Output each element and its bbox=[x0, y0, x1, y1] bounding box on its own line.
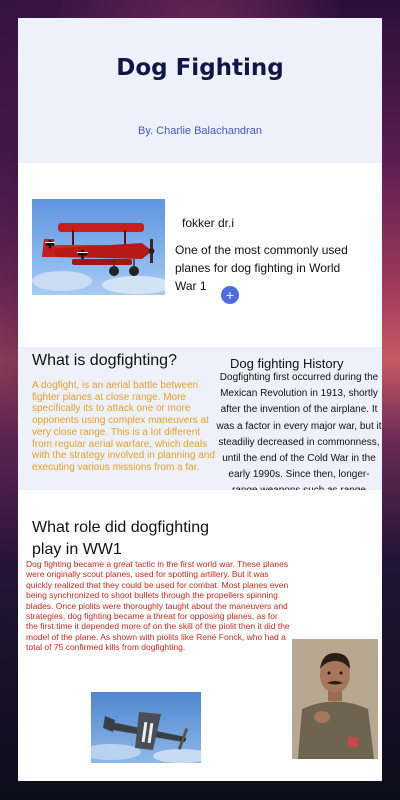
feature-description: One of the most commonly used planes for dog fighting in World War 1 bbox=[175, 243, 348, 293]
pilot-portrait-image bbox=[292, 639, 378, 759]
info-panel bbox=[18, 347, 382, 490]
biplane-icon bbox=[32, 199, 165, 295]
ww1-role-text: Dog fighting became a great tactic in the first world war. These planes were originally scout planes, used for spotting artillery. But it was quickly realized that they could be used for combat. Most planes even being synchronized to shoot bullets through the propellers spinning blades. Once piolits were thoroughly taught about the maneuvers and strategies, dog fighting became a threat for opposing planes, as for the first time it depended more of on the skill of the piolit then it did the model of the plane. As shown with piolits like René Fonck, who had a total of 75 confirmed kills from dogfighting. bbox=[26, 559, 290, 653]
author-byline: By. Charlie Balachandran bbox=[138, 125, 262, 137]
pilot-portrait-icon bbox=[292, 639, 378, 759]
fokker-plane-image bbox=[32, 199, 165, 295]
history-heading: Dog fighting History bbox=[230, 356, 344, 371]
fighter-plane-image bbox=[91, 692, 201, 763]
what-is-dogfighting-heading: What is dogfighting? bbox=[32, 352, 177, 369]
ww1-role-heading: What role did dogfighting play in WW1 bbox=[32, 519, 209, 558]
history-text: Dogfighting first occurred during the Mexican Revolution in 1913, shortly after the invention of the airplane. It was a factor in every major war, but it steadiliy decreased in commonness, until the end of the Cold War in the early 1990s. Since then, longer- bbox=[216, 372, 382, 481]
ww1-panel bbox=[18, 490, 382, 781]
aircraft-icon bbox=[91, 692, 201, 763]
what-is-dogfighting-text: A dogfight, is an aerial battle between fighter planes at close range. More specifically its to attack one or more opponents using complex maneuvers at very close range. This is a lot different from regular aerial warfare, which deals with the strategy involved in planning and executing various missions from a far. bbox=[32, 380, 215, 473]
feature-panel bbox=[18, 163, 382, 347]
add-button[interactable]: + bbox=[221, 286, 239, 304]
page-title: Dog Fighting bbox=[116, 55, 284, 81]
header-panel bbox=[18, 18, 382, 163]
feature-title: fokker dr.i bbox=[182, 216, 235, 230]
